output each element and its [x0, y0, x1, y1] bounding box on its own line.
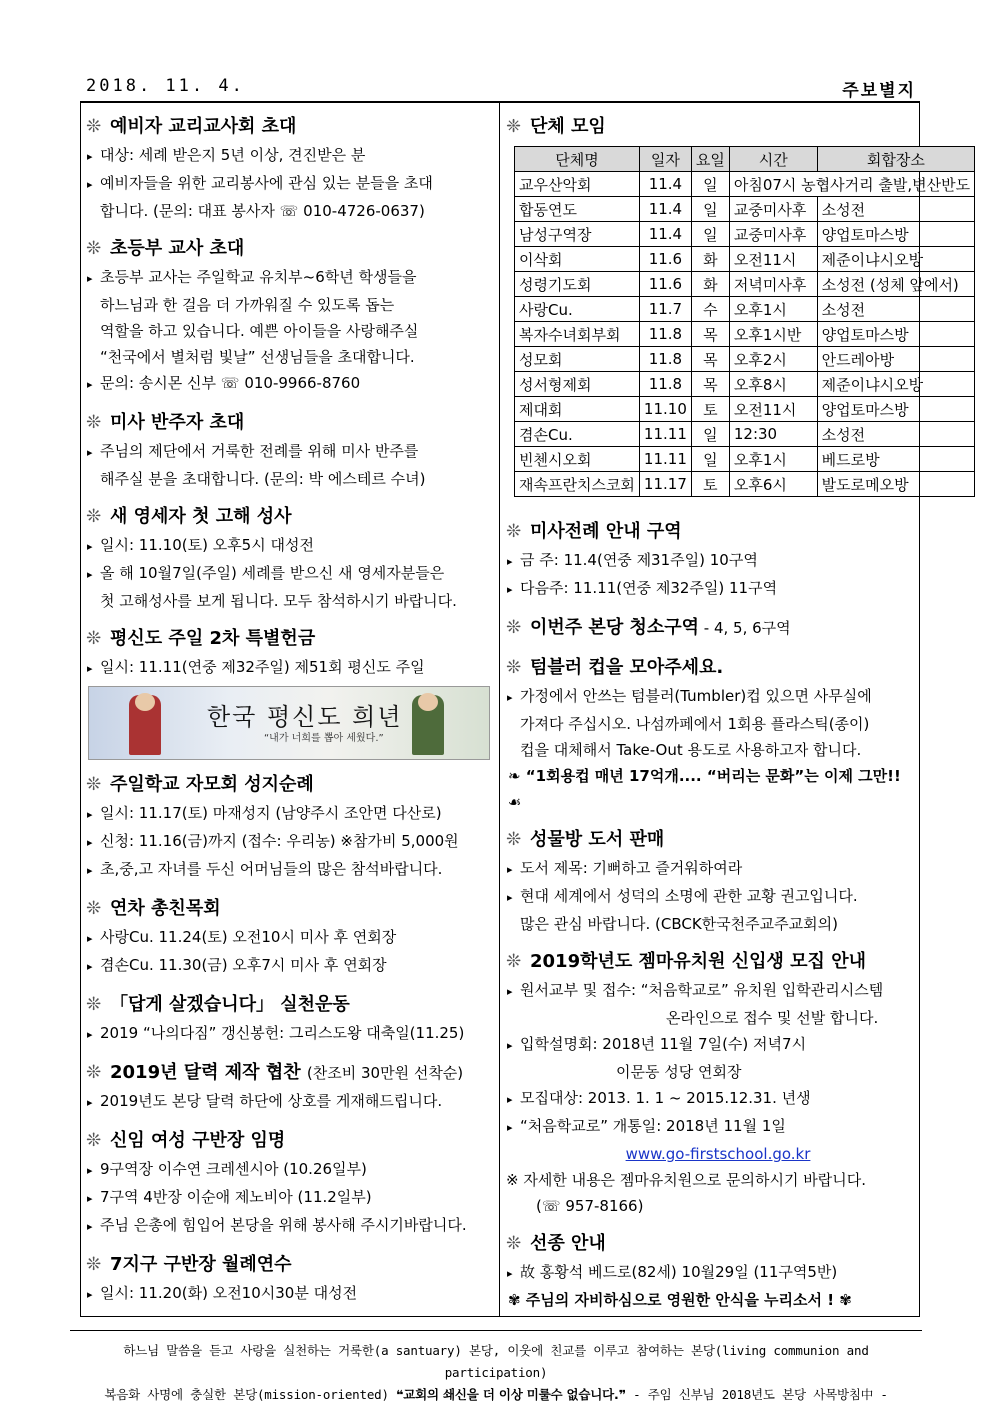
group-name: 이삭회 [515, 247, 640, 272]
list-item: ▸ 2019년도 본당 달력 하단에 상호를 게재해드립니다. [86, 1088, 492, 1116]
group-place: 발도로메오방 [817, 472, 975, 497]
asterism-icon: ❊ [86, 1130, 102, 1151]
asterism-icon: ❊ [506, 521, 522, 542]
page-footer [70, 1340, 922, 1406]
group-date: 11.4 [639, 222, 691, 247]
list-item: ▸ 겸손Cu. 11.30(금) 오후7시 미사 후 연회장 [86, 952, 492, 980]
table-header-row [515, 147, 975, 172]
col-header: 단체명 [515, 147, 640, 172]
section-monthly-training [86, 1250, 492, 1308]
asterism-icon: ❊ [86, 238, 102, 259]
group-time: 아침07시 농협사거리 출발,변산반도 [729, 172, 974, 197]
list-item: ▸ 7구역 4반장 이순애 제노비아 (11.2일부) [86, 1184, 492, 1212]
section-title: 신임 여성 구반장 임명 [110, 1130, 286, 1151]
table-row [515, 272, 975, 297]
section-bookstore [506, 825, 916, 937]
prayer-line: ✾ 주님의 자비하심으로 영원한 안식을 누리소서 ! ✾ [508, 1291, 852, 1309]
footer-attribution: - 주임 신부님 2018년도 본당 사목방침中 - [633, 1387, 888, 1402]
table-row [515, 172, 975, 197]
section-title: 평신도 주일 2차 특별헌금 [110, 628, 316, 649]
group-date: 11.6 [639, 272, 691, 297]
list-item: ▸ 대상: 세례 받은지 5년 이상, 견진받은 분 [86, 142, 492, 170]
section-title: 예비자 교리교사회 초대 [110, 116, 297, 137]
list-item: ▸ 사랑Cu. 11.24(토) 오전10시 미사 후 연회장 [86, 924, 492, 952]
group-name: 복자수녀회부회 [515, 322, 640, 347]
list-item: ▸ 원서교부 및 접수: “처음학교로” 유치원 입학관리시스템 [506, 977, 916, 1005]
group-time: 오후6시 [729, 472, 817, 497]
list-item: ▸ 9구역장 이수연 크레센시아 (10.26일부) [86, 1156, 492, 1184]
asterism-icon: ❊ [506, 829, 522, 850]
list-item: ▸ 주님 은총에 힘입어 본당을 위해 봉사해 주시기바랍니다. [86, 1212, 492, 1240]
group-time: 교중미사후 [729, 197, 817, 222]
group-day: 일 [691, 197, 729, 222]
list-item: ▸ 일시: 11.17(토) 마재성지 (남양주시 조안면 다산로) [86, 800, 492, 828]
group-date: 11.8 [639, 347, 691, 372]
footer-rule [70, 1330, 922, 1331]
table-row [515, 222, 975, 247]
asterism-icon: ❊ [86, 506, 102, 527]
section-title: 선종 안내 [530, 1233, 606, 1254]
group-name: 성모회 [515, 347, 640, 372]
group-place: 양업토마스방 [817, 397, 975, 422]
list-item: ▸ 예비자들을 위한 교리봉사에 관심 있는 분들을 초대 [86, 170, 492, 198]
asterism-icon: ❊ [86, 774, 102, 795]
group-place: 안드레아방 [817, 347, 975, 372]
group-name: 남성구역장 [515, 222, 640, 247]
ornament-icon: ☙ [508, 793, 522, 811]
group-date: 11.8 [639, 372, 691, 397]
section-title: 이번주 본당 청소구역 [530, 617, 700, 638]
group-time: 오후1시반 [729, 322, 817, 347]
list-item: ▸ 도서 제목: 기뻐하고 즐거워하여라 [506, 855, 916, 883]
section-title: 새 영세자 첫 고해 성사 [110, 506, 292, 527]
tumbler-slogan: ❧ “1회용컵 매년 17억개.... “버리는 문화”는 이제 그만!! ☙ [508, 767, 901, 811]
list-item: ▸ 일시: 11.20(화) 오전10시30분 대성전 [86, 1280, 492, 1308]
saint-figure-left [129, 695, 161, 755]
bulletin-date: 2018. 11. 4. [86, 76, 245, 96]
list-item: ▸ 금 주: 11.4(연중 제31주일) 10구역 [506, 547, 916, 575]
group-day: 토 [691, 397, 729, 422]
list-item: ▸ 올 해 10월7일(주일) 세례를 받으신 새 영세자분들은 [86, 560, 492, 588]
asterism-icon: ❊ [86, 898, 102, 919]
group-date: 11.6 [639, 247, 691, 272]
list-item: ▸ 일시: 11.10(토) 오후5시 대성전 [86, 532, 492, 560]
group-name: 빈첸시오회 [515, 447, 640, 472]
table-row [515, 472, 975, 497]
group-time: 오후1시 [729, 297, 817, 322]
asterism-icon: ❊ [506, 657, 522, 678]
table-row [515, 197, 975, 222]
group-day: 목 [691, 347, 729, 372]
group-place: 양업토마스방 [817, 222, 975, 247]
list-item: ▸ 초,중,고 자녀를 두신 어머님들의 많은 참석바랍니다. [86, 856, 492, 884]
group-day: 일 [691, 422, 729, 447]
list-item: ▸ 초등부 교사는 주일학교 유치부~6학년 학생들을 [86, 264, 492, 292]
group-name: 사랑Cu. [515, 297, 640, 322]
section-elementary-teacher [86, 234, 492, 398]
group-name: 재속프란치스코회 [515, 472, 640, 497]
asterism-icon: ❊ [506, 1233, 522, 1254]
saint-figure-right [412, 695, 444, 755]
group-date: 11.7 [639, 297, 691, 322]
group-time: 오전11시 [729, 397, 817, 422]
group-day: 목 [691, 322, 729, 347]
asterism-icon: ❊ [86, 1254, 102, 1275]
list-item: ▸ 일시: 11.11(연중 제32주일) 제51회 평신도 주일 [86, 654, 492, 682]
list-item: ▸ 현대 세계에서 성덕의 소명에 관한 교황 권고입니다. [506, 883, 916, 911]
column-divider [499, 101, 500, 1317]
col-header: 회합장소 [817, 147, 975, 172]
group-date: 11.8 [639, 322, 691, 347]
group-name: 제대회 [515, 397, 640, 422]
section-title: 「답게 살겠습니다」 실천운동 [110, 994, 350, 1015]
section-title: 텀블러 컵을 모아주세요. [530, 657, 724, 678]
section-new-leaders [86, 1126, 492, 1240]
list-item-continued: 온라인으로 접수 및 선발 합니다. [666, 1009, 879, 1027]
list-item-continued: 역할을 하고 있습니다. 예쁜 아이들을 사랑해주실 [100, 322, 419, 340]
banner-title: 한국 평신도 희년 [207, 703, 403, 731]
section-pilgrimage [86, 770, 492, 884]
group-place: 베드로방 [817, 447, 975, 472]
group-day: 수 [691, 297, 729, 322]
list-item-continued: 컵을 대체해서 Take-Out 용도로 사용하고자 합니다. [520, 741, 862, 759]
group-meetings-table [514, 146, 975, 497]
left-column [86, 112, 492, 1318]
col-header: 요일 [691, 147, 729, 172]
ornament-icon: ❧ [508, 767, 526, 785]
kindergarten-phone: (☏ 957-8166) [536, 1197, 644, 1215]
group-time: 오전11시 [729, 247, 817, 272]
section-organist [86, 408, 492, 492]
group-time: 오후1시 [729, 447, 817, 472]
asterism-icon: ❊ [86, 628, 102, 649]
section-title: 연차 총친목회 [110, 898, 221, 919]
section-tumbler [506, 653, 916, 815]
group-place: 소성전 [817, 422, 975, 447]
group-date: 11.11 [639, 422, 691, 447]
section-kindergarten [506, 947, 916, 1219]
list-item: ▸ 가정에서 안쓰는 텀블러(Tumbler)컵 있으면 사무실에 [506, 683, 916, 711]
table-row [515, 322, 975, 347]
list-item-continued: 해주실 분을 초대합니다. (문의: 박 에스테르 수녀) [100, 470, 426, 488]
group-date: 11.4 [639, 172, 691, 197]
list-item-continued: 가져다 주십시오. 나섬까페에서 1회용 플라스틱(종이) [520, 715, 870, 733]
section-laity-sunday [86, 624, 492, 760]
section-annual-gathering [86, 894, 492, 980]
section-subtitle: (찬조비 30만원 선착순) [306, 1064, 464, 1082]
table-row [515, 247, 975, 272]
list-item: ▸ 다음주: 11.11(연중 제32주일) 11구역 [506, 575, 916, 603]
kindergarten-site-link[interactable]: www.go-firstschool.go.kr [625, 1145, 811, 1163]
table-row [515, 372, 975, 397]
group-day: 화 [691, 272, 729, 297]
table-row [515, 422, 975, 447]
kindergarten-note: ※ 자세한 내용은 젬마유치원으로 문의하시기 바랍니다. [506, 1171, 866, 1189]
list-item: ▸ 주님의 제단에서 거룩한 전례를 위해 미사 반주를 [86, 438, 492, 466]
section-title: 2019년 달력 제작 협찬 [110, 1062, 301, 1083]
asterism-icon: ❊ [86, 412, 102, 433]
group-date: 11.10 [639, 397, 691, 422]
asterism-icon: ❊ [506, 951, 522, 972]
list-item-continued: 첫 고해성사를 보게 됩니다. 모두 참석하시기 바랍니다. [100, 592, 457, 610]
group-place: 소성전 (성체 앞에서) [817, 272, 975, 297]
group-name: 겸손Cu. [515, 422, 640, 447]
footer-motto-line1: 하느님 말씀을 듣고 사랑을 실천하는 거룩한(a santuary) 본당, 이웃에 친교를 이루고 참여하는 본당(living communion and participation) [123, 1343, 869, 1380]
section-practice-movement [86, 990, 492, 1048]
table-row [515, 347, 975, 372]
list-item: ▸ “처음학교로” 개통일: 2018년 11월 1일 [506, 1113, 916, 1141]
section-title: 미사전례 안내 구역 [530, 521, 682, 542]
group-name: 합동연도 [515, 197, 640, 222]
asterism-icon: ❊ [86, 994, 102, 1015]
section-catechist [86, 112, 492, 224]
list-item-continued: 하느님과 한 걸음 더 가까워질 수 있도록 돕는 [100, 296, 395, 314]
table-row [515, 297, 975, 322]
group-day: 화 [691, 247, 729, 272]
list-item: ▸ 2019 “나의다짐” 갱신봉헌: 그리스도왕 대축일(11.25) [86, 1020, 492, 1048]
footer-motto-line2: 복음화 사명에 충실한 본당(mission-oriented) [104, 1387, 389, 1402]
section-liturgy-zone [506, 517, 916, 603]
section-obituary [506, 1229, 916, 1313]
list-item: ▸ 모집대상: 2013. 1. 1 ~ 2015.12.31. 년생 [506, 1085, 916, 1113]
section-title: 주일학교 자모회 성지순례 [110, 774, 314, 795]
list-item: ▸ 입학설명회: 2018년 11월 7일(수) 저녁7시 [506, 1031, 916, 1059]
section-title: 미사 반주자 초대 [110, 412, 245, 433]
list-item-continued: “천국에서 별처럼 빛날” 선생님들을 초대합니다. [100, 348, 415, 366]
section-title: 7지구 구반장 월례연수 [110, 1254, 292, 1275]
section-first-confession [86, 502, 492, 614]
flower-icon: ✾ [508, 1291, 526, 1309]
section-calendar-sponsor [86, 1058, 492, 1116]
group-place: 제준이냐시오방 [817, 247, 975, 272]
banner-subtitle: “내가 너희를 뽑아 세웠다.” [264, 733, 384, 744]
asterism-icon: ❊ [86, 1062, 102, 1083]
group-day: 일 [691, 447, 729, 472]
section-title: 2019학년도 젬마유치원 신입생 모집 안내 [530, 951, 866, 972]
list-item-continued: 합니다. (문의: 대표 봉사자 ☏ 010-4726-0637) [100, 202, 425, 220]
group-name: 교우산악회 [515, 172, 640, 197]
col-header: 일자 [639, 147, 691, 172]
group-time: 저녁미사후 [729, 272, 817, 297]
section-cleaning-zone [506, 613, 916, 643]
group-time: 오후2시 [729, 347, 817, 372]
group-place: 소성전 [817, 197, 975, 222]
list-item: ▸ 신청: 11.16(금)까지 (접수: 우리농) ※참가비 5,000원 [86, 828, 492, 856]
group-name: 성령기도회 [515, 272, 640, 297]
footer-quote: ❝교회의 쇄신을 더 이상 미룰수 없습니다.❞ [396, 1387, 626, 1402]
bulletin-label: 주보별지 [842, 81, 916, 101]
section-title: 단체 모임 [530, 116, 606, 137]
right-column [506, 112, 971, 1323]
group-time: 12:30 [729, 422, 817, 447]
group-date: 11.11 [639, 447, 691, 472]
group-day: 일 [691, 172, 729, 197]
laity-jubilee-banner [88, 686, 490, 760]
asterism-icon: ❊ [86, 116, 102, 137]
table-row [515, 447, 975, 472]
list-item-continued: 많은 관심 바랍니다. (CBCK한국천주교주교회의) [520, 915, 838, 933]
asterism-icon: ❈ [506, 116, 522, 137]
asterism-icon: ❊ [506, 617, 522, 638]
col-header: 시간 [729, 147, 817, 172]
flower-icon: ✾ [834, 1291, 852, 1309]
group-time: 오후8시 [729, 372, 817, 397]
section-group-meetings [506, 112, 971, 503]
section-title: 성물방 도서 판매 [530, 829, 665, 850]
group-place: 제준이냐시오방 [817, 372, 975, 397]
group-day: 토 [691, 472, 729, 497]
group-time: 교중미사후 [729, 222, 817, 247]
section-title: 초등부 교사 초대 [110, 238, 245, 259]
page-header [82, 76, 920, 102]
group-day: 목 [691, 372, 729, 397]
list-item: ▸ 문의: 송시몬 신부 ☏ 010-9966-8760 [86, 370, 492, 398]
group-place: 소성전 [817, 297, 975, 322]
group-day: 일 [691, 222, 729, 247]
group-date: 11.17 [639, 472, 691, 497]
table-row [515, 397, 975, 422]
list-item: ▸ 故 홍황석 베드로(82세) 10월29일 (11구역5반) [506, 1259, 916, 1287]
list-item-continued: 이문동 성당 연회장 [616, 1063, 742, 1081]
group-name: 성서형제회 [515, 372, 640, 397]
section-subtitle: - 4, 5, 6구역 [699, 619, 791, 637]
group-date: 11.4 [639, 197, 691, 222]
group-place: 양업토마스방 [817, 322, 975, 347]
